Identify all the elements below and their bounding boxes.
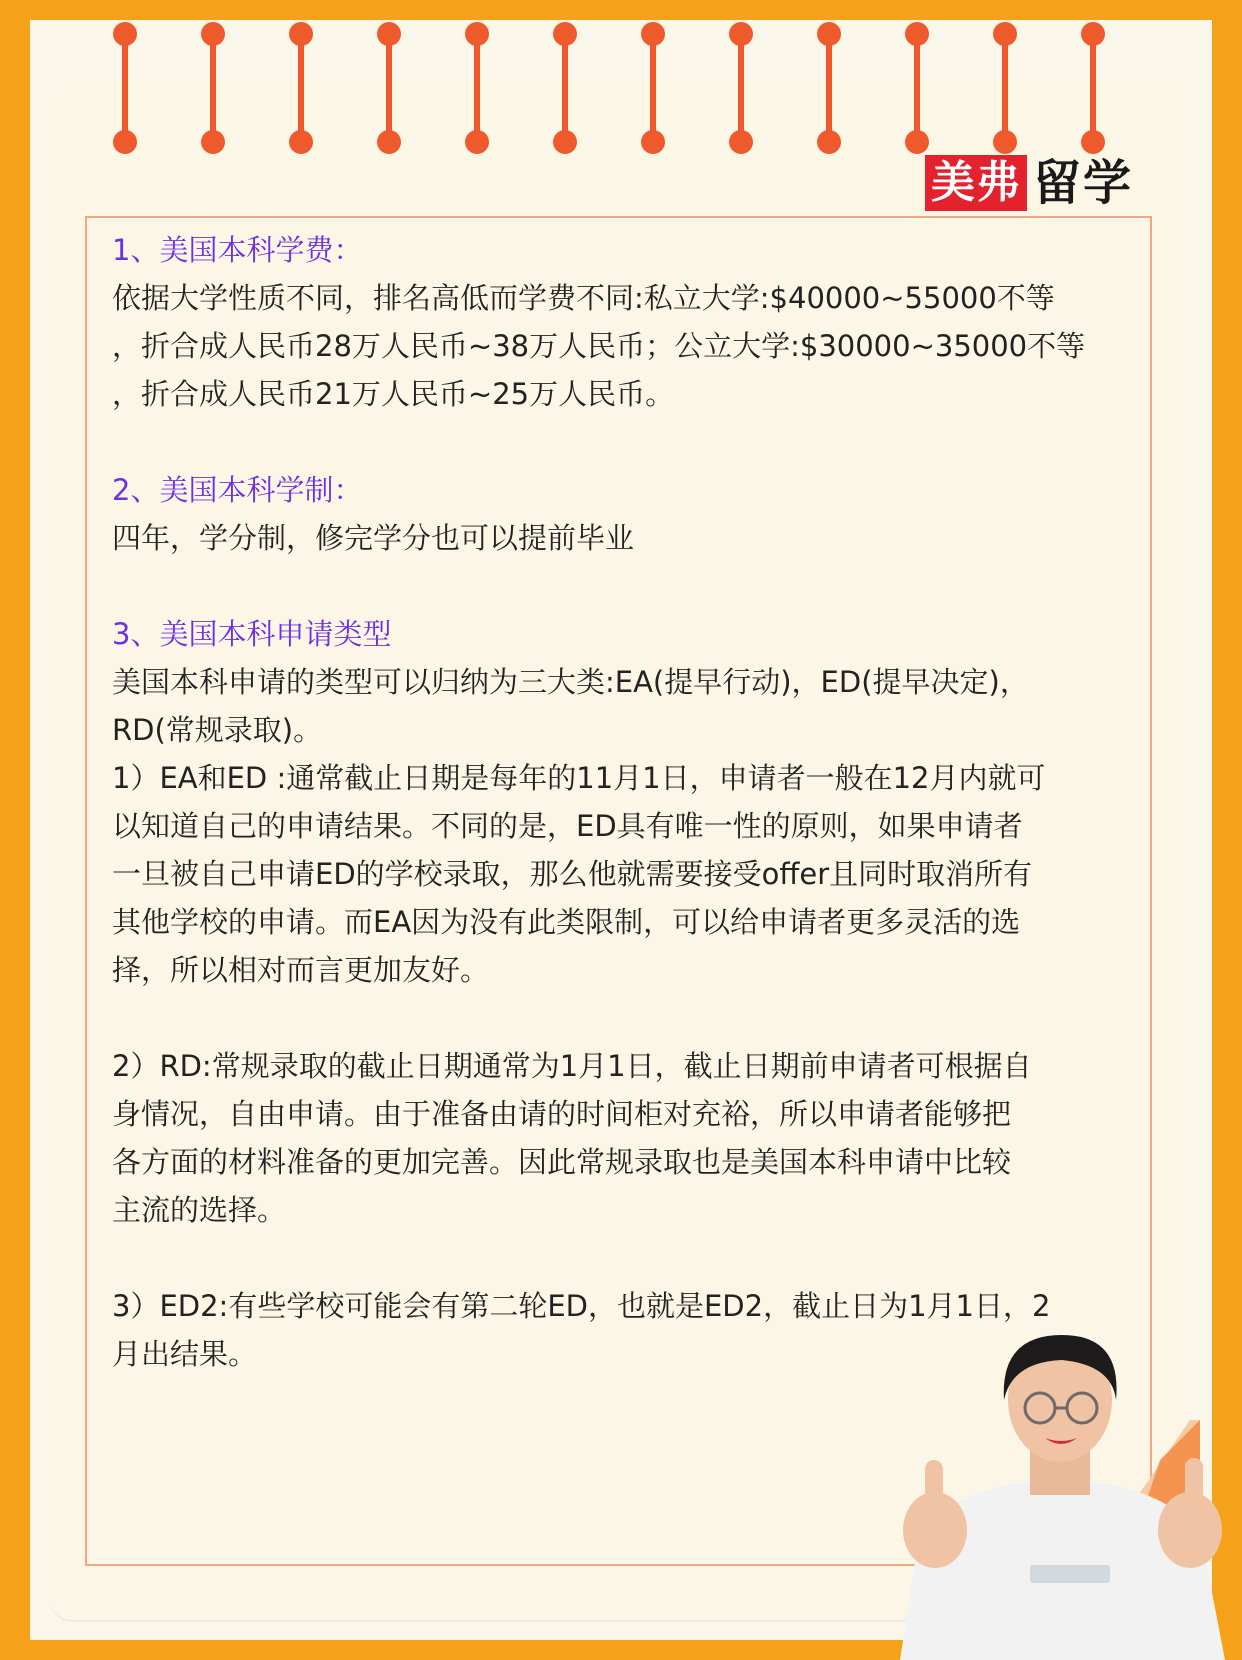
text-line: 以知道自己的申请结果。不同的是，ED具有唯一性的原则，如果申请者 (112, 809, 1023, 843)
text-line: ，折合成人民币21万人民币~25万人民币。 (112, 377, 675, 411)
binding-ring (113, 22, 137, 152)
text-line: 其他学校的申请。而EA因为没有此类限制，可以给申请者更多灵活的选 (112, 905, 1021, 939)
logo-text: 留学 (1033, 155, 1134, 211)
binding-ring (729, 22, 753, 152)
text-line: 2）RD:常规录取的截止日期通常为1月1日，截止日期前申请者可根据自 (112, 1049, 1032, 1083)
text-line: RD(常规录取)。 (112, 713, 323, 747)
text-line: 月出结果。 (112, 1337, 258, 1371)
section-heading-application-types: 3、美国本科申请类型 (112, 617, 392, 651)
text-line: 主流的选择。 (112, 1193, 287, 1227)
binding-ring (1081, 22, 1105, 152)
binding-ring (553, 22, 577, 152)
binding-ring (905, 22, 929, 152)
text-line: 一旦被自己申请ED的学校录取，那么他就需要接受offer且同时取消所有 (112, 857, 1033, 891)
text-line: 身情况，自由申请。由于准备由请的时间柜对充裕，所以申请者能够把 (112, 1097, 1012, 1131)
text-line: 四年，学分制，修完学分也可以提前毕业 (112, 521, 635, 555)
text-line: 1）EA和ED :通常截止日期是每年的11月1日，申请者一般在12月内就可 (112, 761, 1046, 795)
section-heading-tuition: 1、美国本科学费： (112, 233, 363, 267)
text-line: 美国本科申请的类型可以归纳为三大类:EA(提早行动)，ED(提早决定)， (112, 665, 1029, 699)
binding-ring (993, 22, 1017, 152)
text-line: 依据大学性质不同，排名高低而学费不同:私立大学:$40000~55000不等 (112, 281, 1055, 315)
text-line: 3）ED2:有些学校可能会有第二轮ED，也就是ED2，截止日为1月1日，2 (112, 1289, 1051, 1323)
text-line: 各方面的材料准备的更加完善。因此常规录取也是美国本科申请中比较 (112, 1145, 1012, 1179)
binding-ring (201, 22, 225, 152)
brand-logo (925, 155, 1133, 211)
binding-ring (377, 22, 401, 152)
logo-boxed-text: 美弗 (925, 155, 1027, 211)
binding-ring (817, 22, 841, 152)
text-line: ，折合成人民币28万人民币~38万人民币；公立大学:$30000~35000不等 (112, 329, 1086, 363)
text-line: 择，所以相对而言更加友好。 (112, 953, 490, 987)
article-body (112, 226, 1122, 1378)
spiral-binding (0, 0, 1242, 160)
binding-ring (641, 22, 665, 152)
section-heading-system: 2、美国本科学制： (112, 473, 363, 507)
binding-ring (289, 22, 313, 152)
binding-ring (465, 22, 489, 152)
presenter-photo (880, 1330, 1242, 1660)
